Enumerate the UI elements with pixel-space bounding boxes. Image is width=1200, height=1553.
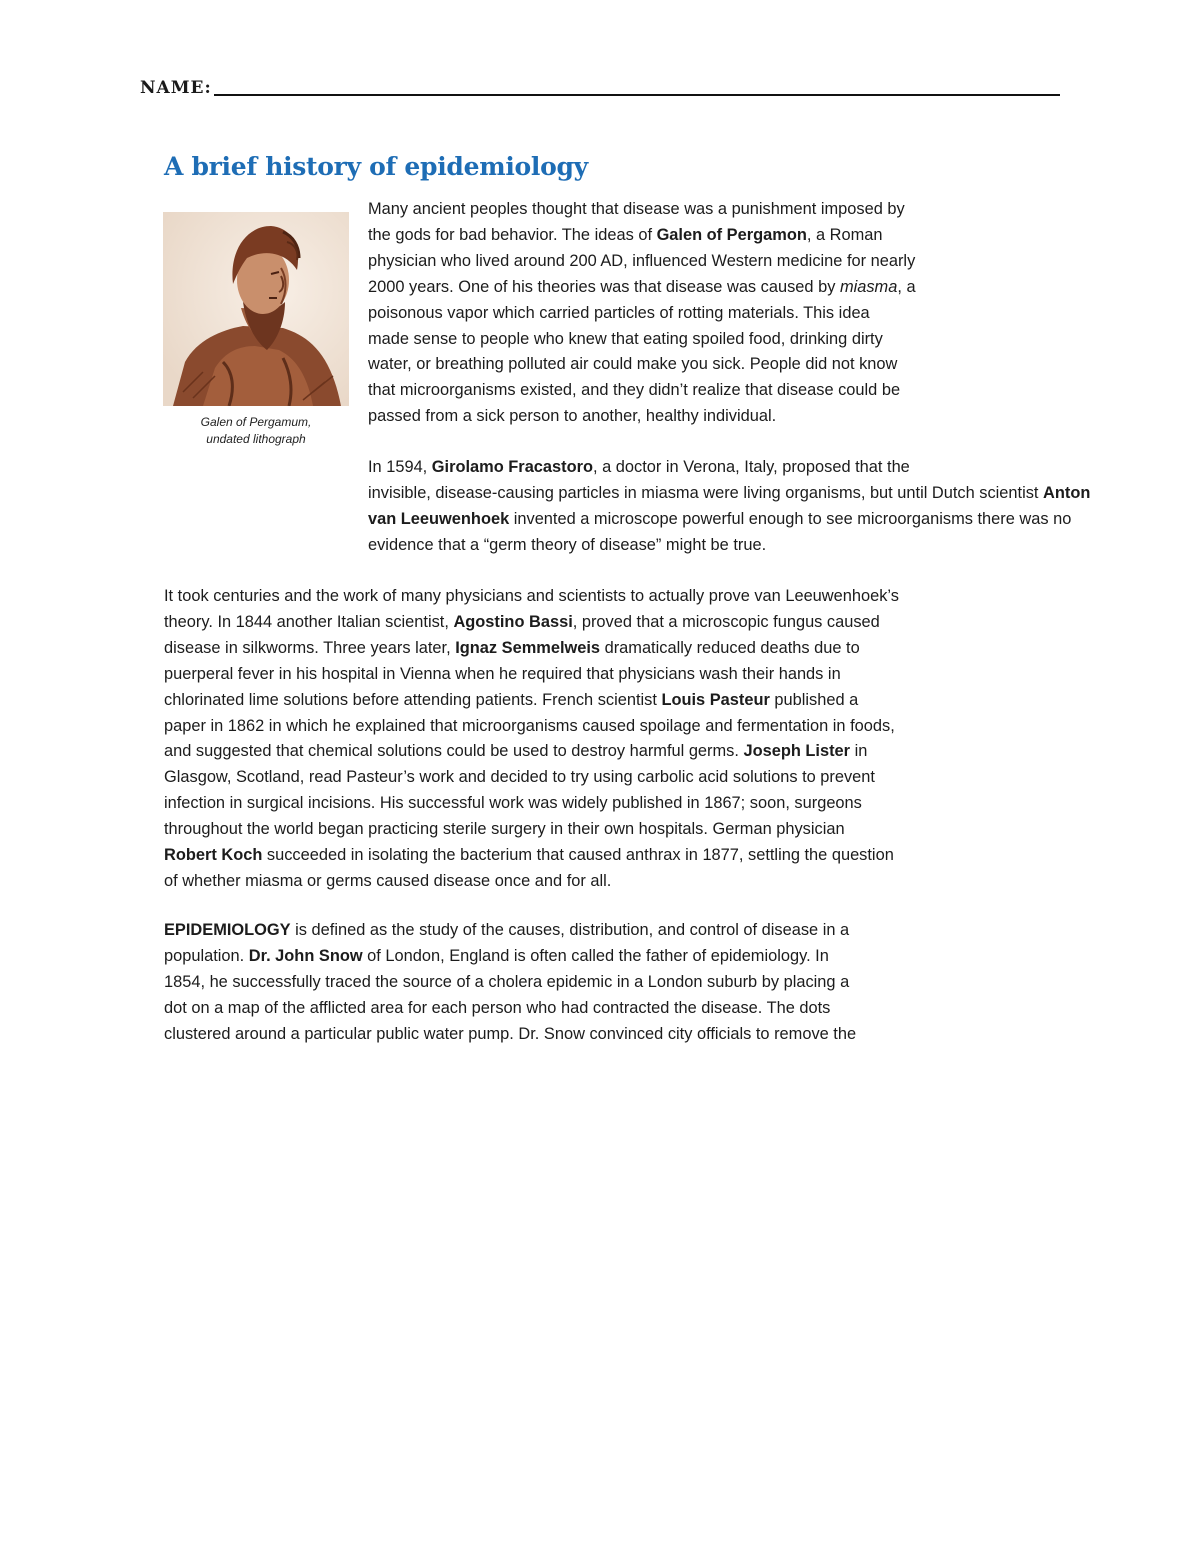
text-line: water, or breathing polluted air could make you sick. People did not know [368, 355, 898, 374]
bold-term: EPIDEMIOLOGY [164, 921, 291, 939]
page-title: A brief history of epidemiology [164, 152, 588, 181]
text-line: Glasgow, Scotland, read Pasteur’s work and decided to try using carbolic acid solutions to prevent [164, 768, 875, 787]
bold-term: Agostino Bassi [453, 612, 573, 631]
caption-line-2: undated lithograph [206, 432, 306, 446]
bold-term: Galen of Pergamon [656, 225, 807, 244]
text-line: theory. In 1844 another Italian scientist, Agostino Bassi, proved that a microscopic fungus caused [164, 612, 880, 631]
text-line: 1854, he successfully traced the source of a cholera epidemic in a London suburb by placing a [164, 972, 850, 991]
text-line: chlorinated lime solutions before attending patients. French scientist Louis Pasteur published a [164, 690, 859, 709]
bold-term: Ignaz Semmelweis [455, 638, 601, 657]
text-line: the gods for bad behavior. The ideas of Galen of Pergamon, a Roman [368, 225, 883, 244]
text-line: physician who lived around 200 AD, influenced Western medicine for nearly [368, 251, 916, 270]
text-line: van Leeuwenhoek invented a microscope powerful enough to see microorganisms there was no [368, 509, 1072, 528]
text-line: In 1594, Girolamo Fracastoro, a doctor in Verona, Italy, proposed that the [368, 458, 910, 476]
text-line: It took centuries and the work of many physicians and scientists to actually prove van Leeuwenhoek’s [164, 587, 899, 605]
text-line: throughout the world began practicing sterile surgery in their own hospitals. German physician [164, 820, 845, 839]
bold-term: Louis Pasteur [661, 690, 770, 709]
galen-portrait-image [163, 212, 349, 406]
paragraph-galen [368, 197, 1028, 430]
text-line: passed from a sick person to another, healthy individual. [368, 407, 777, 426]
name-blank-line [214, 94, 1060, 96]
text-line: disease in silkworms. Three years later, Ignaz Semmelweis dramatically reduced deaths due to [164, 638, 860, 657]
text-line: evidence that a “germ theory of disease” might be true. [368, 535, 767, 554]
text-line: of whether miasma or germs caused disease once and for all. [164, 871, 612, 890]
text-line: Many ancient peoples thought that disease was a punishment imposed by [368, 200, 905, 218]
text-line: poisonous vapor which carried particles of rotting materials. This idea [368, 303, 870, 322]
name-label: NAME: [140, 78, 212, 98]
text-line: paper in 1862 in which he explained that microorganisms caused spoilage and fermentation in foods, [164, 716, 895, 735]
italic-term: miasma [839, 277, 898, 296]
caption-line-1: Galen of Pergamum, [200, 415, 312, 429]
text-line: clustered around a particular public water pump. Dr. Snow convinced city officials to remove the [164, 1024, 857, 1043]
paragraph-fracastoro [164, 455, 1091, 559]
paragraph-germ-theory [164, 584, 1044, 895]
figure-caption [160, 414, 352, 448]
text-line: dot on a map of the afflicted area for each person who had contracted the disease. The dots [164, 998, 831, 1017]
text-line: EPIDEMIOLOGY is defined as the study of the causes, distribution, and control of disease in a [164, 921, 850, 939]
bold-term: Joseph Lister [743, 742, 851, 761]
text-line: population. Dr. John Snow of London, England is often called the father of epidemiology. In [164, 946, 829, 965]
text-line: that microorganisms existed, and they didn’t realize that disease could be [368, 381, 901, 400]
text-line: puerperal fever in his hospital in Vienna when he required that physicians wash their hands in [164, 664, 841, 683]
bold-term: Dr. John Snow [248, 946, 363, 965]
text-line: and suggested that chemical solutions could be used to destroy harmful germs. Joseph Lister in [164, 742, 868, 761]
bold-term: van Leeuwenhoek [368, 509, 510, 528]
bold-term: Anton [1043, 483, 1091, 502]
paragraph-epidemiology [164, 918, 1014, 1048]
text-line: 2000 years. One of his theories was that disease was caused by miasma, a [368, 277, 916, 296]
bold-term: Robert Koch [164, 846, 263, 865]
text-line: made sense to people who knew that eating spoiled food, drinking dirty [368, 329, 883, 348]
text-line: invisible, disease-causing particles in miasma were living organisms, but until Dutch scientist Anton [368, 483, 1091, 502]
name-field [140, 74, 1060, 98]
bold-term: Girolamo Fracastoro [431, 458, 594, 476]
text-line: infection in surgical incisions. His successful work was widely published in 1867; soon, surgeons [164, 794, 862, 813]
text-line: Robert Koch succeeded in isolating the bacterium that caused anthrax in 1877, settling the question [164, 846, 894, 865]
